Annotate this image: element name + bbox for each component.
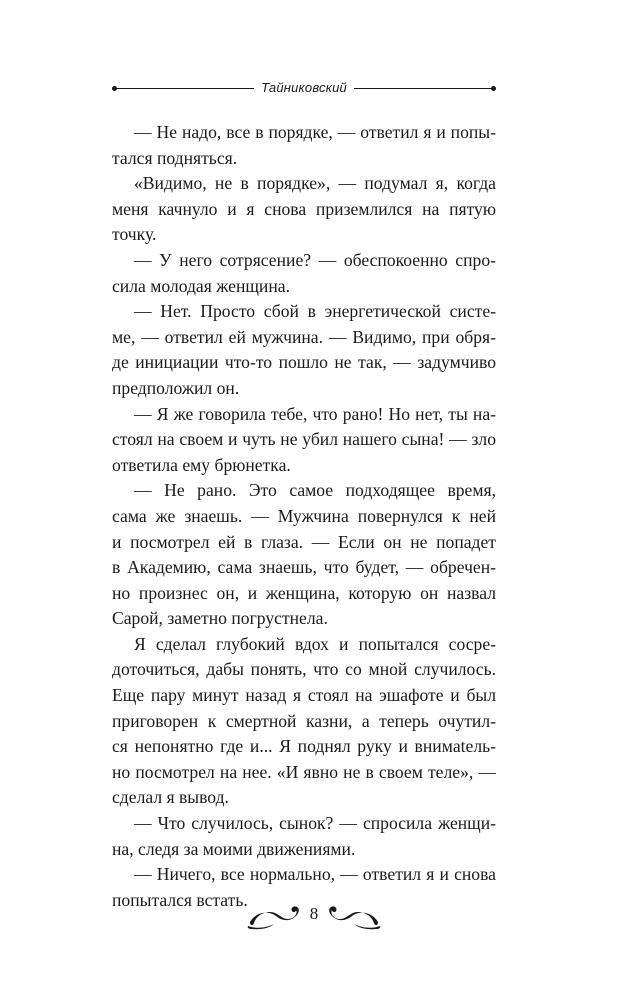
text-line: приговорен к смертной казни, а теперь очутил- <box>112 710 496 731</box>
running-title: Тайниковский <box>261 80 347 95</box>
text-line: — У него сотрясение? — обеспокоенно спро- <box>134 249 496 270</box>
text-line: сила молодая женщина. <box>112 275 290 296</box>
text-line: — Нет. Просто сбой в энергетической систе- <box>134 301 496 322</box>
text-line: Сарой, заметно погрустнела. <box>112 608 328 629</box>
text-line: — Я же говорила тебе, что рано! Но нет, ты на- <box>134 403 496 424</box>
text-line: Еще пару минут назад я стоял на эшафоте и был <box>112 685 496 706</box>
header-rule-right <box>354 88 492 89</box>
text-line: — Не рано. Это самое подходящее время, <box>134 480 496 501</box>
text-line: ся непонятно где и... Я поднял руку и внимatель- <box>112 736 496 757</box>
text-line: «Видимо, не в порядке», — подумал я, когда <box>134 173 496 194</box>
text-line: ме, — ответил ей мужчина. — Видимо, при обря- <box>112 326 496 347</box>
text-line: де инициации что-то пошло не так, — задумчиво <box>112 352 496 373</box>
text-line: сама же знаешь. — Мужчина повернулся к ней <box>112 505 496 526</box>
text-line: и посмотрел ей в глаза. — Если он не попадет <box>112 531 496 552</box>
text-line: — Что случилось, сынок? — спросила женщи- <box>134 813 496 834</box>
body-text <box>112 120 496 913</box>
text-line: попытался встать. <box>112 889 248 910</box>
text-line: точку. <box>112 224 157 245</box>
text-line: ответила ему брюнетка. <box>112 454 291 475</box>
text-line: Я сделал глубокий вдох и попытался сосре- <box>134 633 496 654</box>
scroll-ornament-right-icon <box>326 902 382 930</box>
text-line: сделал я вывод. <box>112 787 229 808</box>
page-number: 8 <box>309 904 319 923</box>
running-header <box>112 78 496 98</box>
text-line: доточиться, дабы понять, что со мной случилось. <box>112 659 496 680</box>
header-rule-dot-right <box>491 86 496 91</box>
text-line: но произнес он, и женщина, которую он назвал <box>112 582 496 603</box>
text-line: — Ничего, все нормально, — ответил я и снова <box>134 864 496 885</box>
text-line: тался подняться. <box>112 147 238 168</box>
text-line: но посмотрел на нее. «И явно не в своем теле», — <box>112 761 496 782</box>
scroll-ornament-left-icon <box>246 902 302 930</box>
text-line: меня качнуло и я снова приземлился на пятую <box>112 198 496 219</box>
text-line: стоял на своем и чуть не убил нашего сына! — зло <box>112 429 496 450</box>
text-line: предположил он. <box>112 377 240 398</box>
page-folio <box>246 898 382 934</box>
text-line: на, следя за моими движениями. <box>112 838 356 859</box>
text-line: в Академию, сама знаешь, что будет, — обречен- <box>112 557 496 578</box>
text-line: — Не надо, все в порядке, — ответил я и попы- <box>134 122 496 142</box>
